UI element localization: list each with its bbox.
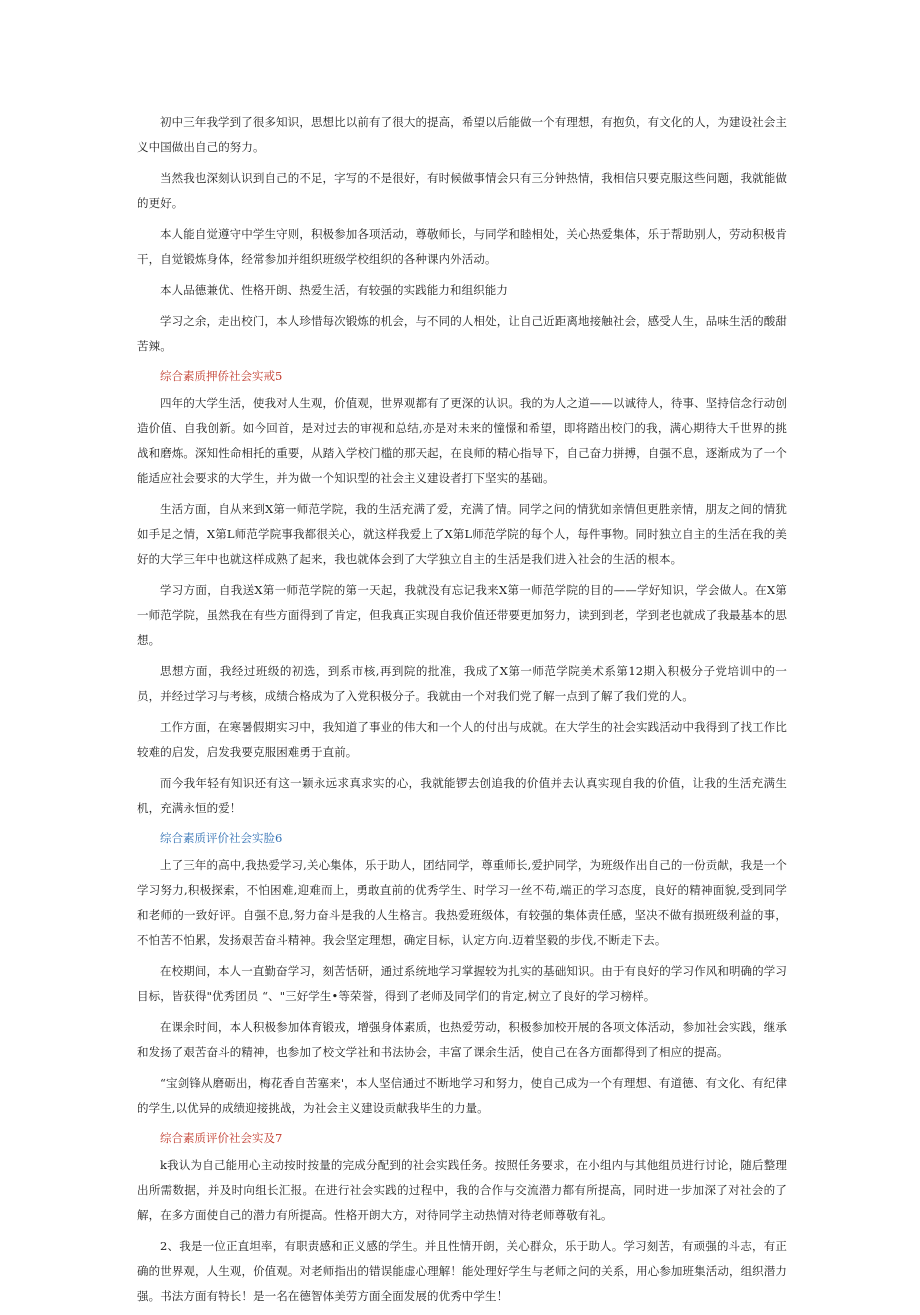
paragraph: 思想方面，我经过班级的初选，到系市核,再到院的批准，我成了X第一师范学院美术系第12期入积极分子党培训中的一员，并经过学习与考核，成绩合格成为了入党积极分子。我就由一个对我们党了解一点到了解了我们党的人。 [137,664,787,703]
paragraph: 生活方面，自从来到X第一师范学院，我的生活充满了爱，充满了情。同学之问的情犹如亲情但更胜亲情，朋友之间的情犹如手足之情，X第L师范学院事我都很关心，就这样我爱上了X第L师范学院的每个人，每件事物。同时独立自主的生活在我的美好的大学三年中也就这样成熟了起来，我也就体会到了大学独立自主的生活是我们进入社会的生活的根本。 [137,502,787,566]
section-heading-7: 综合素质评价社会实及7 [160,1131,283,1145]
paragraph: 在课余时间，本人积极参加体育锻戎，增强身体素质，也热爱劳动，积极参加校开展的各项文体活动，参加社会实践，继承和发扬了艰苦奋斗的精神，也参加了校文学社和书法协会，丰富了课余生活，使自己在各方面都得到了相应的提高。 [137,1020,787,1059]
paragraph: 2、我是一位正直坦率，有职责感和正义感的学生。并且性情开朗，关心群众，乐于助人。学习刻苦，有顽强的斗志，有正确的世界观，人生观，价值观。对老师指出的错误能虚心理解！能处理好学生与老师之问的关系，用心参加班集活动，组织潜力强。书法方面有特长！是一名在德智体美劳方面全面发展的优秀中学生！ [137,1239,787,1303]
section-heading-5: 综合素质押侨社会实戒5 [160,369,283,383]
paragraph: 在校期间，本人一直勤奋学习，刻苦恬研，通过系统地学习掌握较为扎实的基础知识。由于有良好的学习作风和明确的学习目标，皆获得"优秀团员 “、"三好学生•等荣誉，得到了老师及同学们的肯定,树立了良好的学习榜样。 [137,964,787,1003]
paragraph: 而今我年轻有知识还有这一颖永远求真求实的心，我就能锣去创追我的价值并去认真实现自我的价值，让我的生活充满生机，充满永恒的爱！ [137,776,787,815]
paragraph: 四年的大学生活，使我对人生观，价值观，世界观都有了更深的认识。我的为人之道——以诚待人，待事、坚持信念行动创造价值、自我创新。如今回首，是对过去的审视和总结,亦是对未来的憧憬和希望，即将踏出校门的我，满心期待大千世界的挑战和磨炼。深知性命相托的重要，从踏入学校门槛的那天起，在良师的精心指导下，自己奋力拼搏，自强不息，逐渐成为了一个能适应社会要求的大学生，并为做一个知识型的社会主义建设者打下坚实的基础。 [137,396,787,485]
paragraph: 初中三年我学到了很多知识，思想比以前有了很大的提高，希望以后能做一个有理想，有抱负，有文化的人，为建设社会主义中国做出自己的努力。 [137,115,787,154]
paragraph: 当然我也深刻认识到自己的不足，字写的不是很好，有时候做事情会只有三分钟热情，我相信只要克服这些问题，我就能做的更好。 [137,171,787,210]
section-heading-6: 综合素质评价社会实脸6 [160,831,283,845]
paragraph: 本人能自觉遵守中学生守则，积极参加各项活动，尊敬师长，与同学和睦相处，关心热爱集体，乐于帮助别人，劳动积极肯干，自觉锻炼身体，经常参加并组织班级学校组织的各种课内外活动。 [137,227,787,266]
paragraph: “宝剑锋从磨砺出，梅花香自苦塞来'，本人坚信通过不断地学习和努力，使自己成为一个有理想、有道德、有文化、有纪律的学生,以优异的成绩迎接挑战，为社会主义建设贡献我毕生的力量。 [137,1076,787,1115]
paragraph: 学习方面，自我送X第一师范学院的第一天起，我就没有忘记我来X第一师范学院的目的——学好知识，学会做人。在X第一师范学院，虽然我在有些方面得到了肯定，但我真正实现自我价值还带要更加努力，读到到老，学到老也就成了我最基本的思想。 [137,583,787,647]
paragraph: 学习之余，走出校门，本人珍惜每次锻炼的机会，与不同的人相处，让自己近距离地接触社会，感受人生，品味生活的酸甜苦辣。 [137,314,787,353]
paragraph: k我认为自己能用心主动按时按量的完成分配到的社会实践任务。按照任务要求，在小组内与其他组员进行讨论，随后整理出所需数据，并及时向组长汇报。在进行社会实践的过程中，我的合作与交流潜力都有所提高，同时进一步加深了对社会的了解，在多方面使自己的潜力有所提高。性格开朗大方，对待同学主动热情对待老师尊敬有礼。 [137,1158,787,1222]
document-body [137,110,787,1315]
paragraph: 本人品德兼优、性格开朗、热爱生活，有较强的实践能力和组织能力 [160,283,508,297]
paragraph: 上了三年的高中,我热爱学习,关心集体，乐于助人，团结同学，尊重师长,爱护同学，为班级作出自己的一份贡献，我是一个学习努力,积极探索，不怕困难,迎难而上，勇敢直前的优秀学生、时学习一丝不苟,端正的学习态度，良好的精神面貌,受到同学和老师的一致好评。自强不息,努力奋斗是我的人生格言。我热爱班级体，有较强的集体责任感，坚决不做有损班级利益的事，不怕苦不怕累，发扬艰苦奋斗精神。我会坚定理想，确定目标，认定方向.迈着坚毅的步伐,不断走下去。 [137,858,787,947]
paragraph: 工作方面，在寒暑假期实习中，我知道了事业的伟大和一个人的付出与成就。在大学生的社会实践活动中我得到了找工作比较难的启发，启发我要克服困难勇于直前。 [137,720,787,759]
